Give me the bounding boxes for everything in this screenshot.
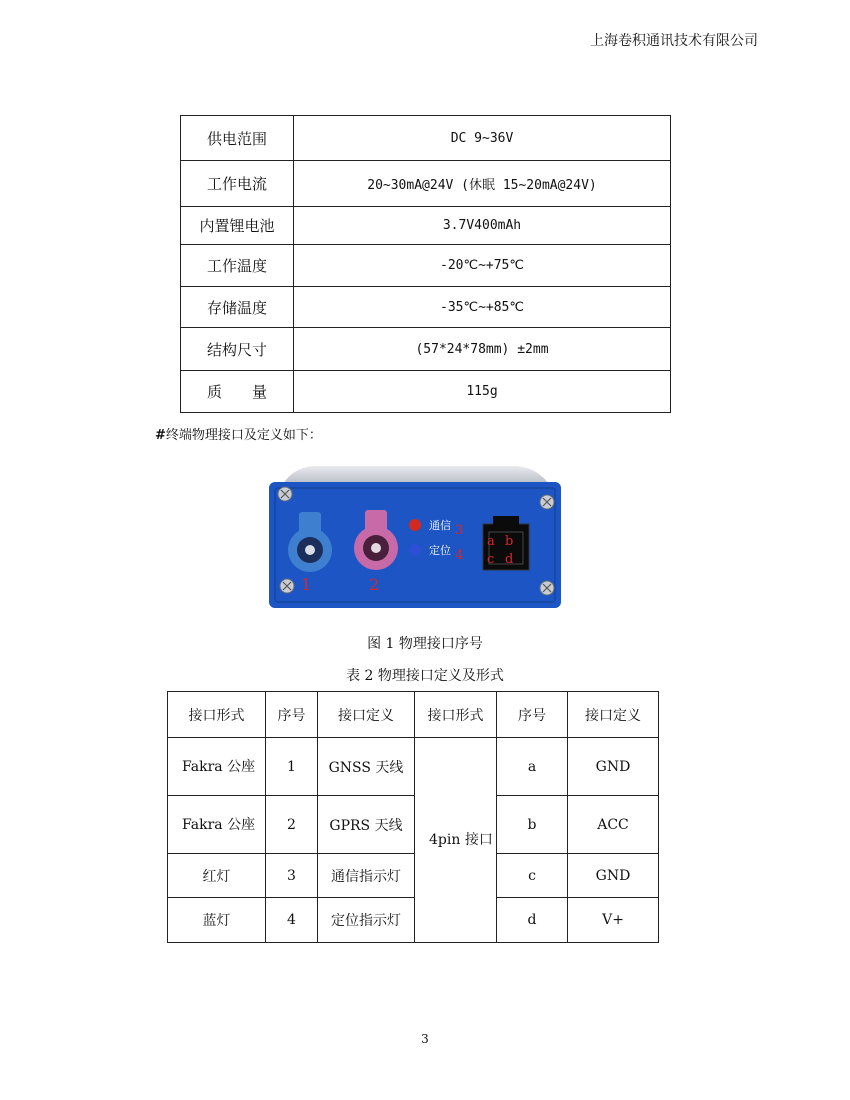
interface-4pin-form: 4pin 接口 bbox=[415, 738, 497, 943]
pin-d-label: d bbox=[505, 552, 514, 567]
pin-def: ACC bbox=[568, 796, 659, 854]
table-row bbox=[168, 854, 659, 898]
interface-num: 1 bbox=[266, 738, 318, 796]
spec-label: 存储温度 bbox=[181, 287, 294, 328]
spec-label: 工作温度 bbox=[181, 245, 294, 287]
pin-num: a bbox=[497, 738, 568, 796]
spec-value: 20~30mA@24V (休眠 15~20mA@24V) bbox=[294, 161, 671, 207]
screw-icon bbox=[540, 495, 554, 509]
spec-value: -20℃~+75℃ bbox=[294, 245, 671, 287]
screw-icon bbox=[540, 581, 554, 595]
header-cell: 序号 bbox=[266, 692, 318, 738]
led-pos-label: 定位 bbox=[429, 544, 451, 557]
spec-value: 3.7V400mAh bbox=[294, 207, 671, 245]
interface-form: Fakra 公座 bbox=[168, 796, 266, 854]
interface-form: 蓝灯 bbox=[168, 898, 266, 943]
interface-def: 定位指示灯 bbox=[318, 898, 415, 943]
pin-c-label: c bbox=[487, 552, 495, 567]
table-row bbox=[168, 796, 659, 854]
interface-num: 4 bbox=[266, 898, 318, 943]
spec-row bbox=[181, 371, 671, 413]
interface-def: GNSS 天线 bbox=[318, 738, 415, 796]
spec-label: 结构尺寸 bbox=[181, 328, 294, 371]
port2-number: 2 bbox=[369, 575, 380, 594]
spec-row bbox=[181, 328, 671, 371]
screw-icon bbox=[278, 487, 292, 501]
intro-text: 终端物理接口及定义如下： bbox=[165, 428, 322, 443]
spec-value: -35℃~+85℃ bbox=[294, 287, 671, 328]
led-red-icon bbox=[409, 519, 421, 531]
pin-def: GND bbox=[568, 854, 659, 898]
spec-value: DC 9~36V bbox=[294, 116, 671, 161]
spec-row bbox=[181, 245, 671, 287]
table-row bbox=[168, 898, 659, 943]
interface-form: 红灯 bbox=[168, 854, 266, 898]
spec-label: 内置锂电池 bbox=[181, 207, 294, 245]
intro-bullet: # bbox=[155, 428, 166, 443]
4pin-connector-icon bbox=[483, 516, 529, 570]
device-photo bbox=[265, 462, 565, 612]
header-cell: 接口定义 bbox=[318, 692, 415, 738]
led-comm-number: 3 bbox=[455, 523, 464, 538]
spec-value: 115g bbox=[294, 371, 671, 413]
pin-num: b bbox=[497, 796, 568, 854]
port1-number: 1 bbox=[301, 575, 312, 594]
spec-row bbox=[181, 116, 671, 161]
spec-label: 供电范围 bbox=[181, 116, 294, 161]
table-row bbox=[168, 738, 659, 796]
pin-def: GND bbox=[568, 738, 659, 796]
pin-a-label: a bbox=[487, 534, 495, 549]
intro-line bbox=[155, 424, 322, 443]
pin-def: V+ bbox=[568, 898, 659, 943]
interface-header-row bbox=[168, 692, 659, 738]
spec-row bbox=[181, 287, 671, 328]
device-top bbox=[283, 466, 549, 484]
header-cell: 接口形式 bbox=[168, 692, 266, 738]
interface-def: 通信指示灯 bbox=[318, 854, 415, 898]
company-header: 上海卷积通讯技术有限公司 bbox=[590, 33, 758, 49]
spec-label: 工作电流 bbox=[181, 161, 294, 207]
interface-num: 3 bbox=[266, 854, 318, 898]
spec-label: 质 量 bbox=[181, 371, 294, 413]
spec-row bbox=[181, 207, 671, 245]
figure-caption: 图 1 物理接口序号 bbox=[367, 636, 483, 652]
interface-table bbox=[167, 691, 659, 943]
pin-num: d bbox=[497, 898, 568, 943]
spec-table bbox=[180, 115, 671, 413]
interface-def: GPRS 天线 bbox=[318, 796, 415, 854]
table-caption: 表 2 物理接口定义及形式 bbox=[346, 668, 504, 684]
pin-b-label: b bbox=[505, 534, 514, 549]
header-cell: 接口形式 bbox=[415, 692, 497, 738]
led-blue-icon bbox=[409, 544, 421, 556]
page-number: 3 bbox=[421, 1032, 429, 1046]
led-comm-label: 通信 bbox=[429, 519, 451, 532]
header-cell: 序号 bbox=[497, 692, 568, 738]
interface-form: Fakra 公座 bbox=[168, 738, 266, 796]
interface-num: 2 bbox=[266, 796, 318, 854]
pin-num: c bbox=[497, 854, 568, 898]
screw-icon bbox=[280, 579, 294, 593]
spec-row bbox=[181, 161, 671, 207]
spec-value: (57*24*78mm) ±2mm bbox=[294, 328, 671, 371]
header-cell: 接口定义 bbox=[568, 692, 659, 738]
led-pos-number: 4 bbox=[455, 548, 464, 563]
